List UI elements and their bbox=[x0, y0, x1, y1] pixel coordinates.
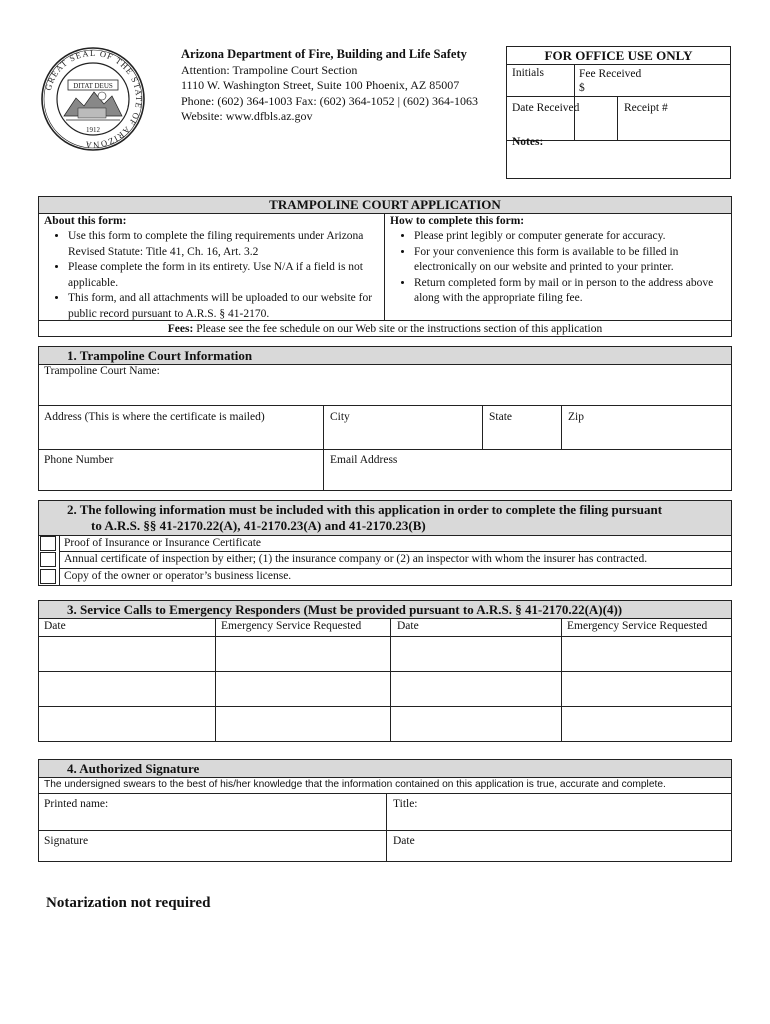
fee-received-label: Fee Received bbox=[579, 68, 642, 80]
initials-field[interactable]: Initials bbox=[512, 67, 544, 79]
column-service-1: Emergency Service Requested bbox=[221, 620, 362, 632]
section-1-title: 1. Trampoline Court Information bbox=[39, 347, 731, 364]
about-list bbox=[44, 229, 382, 322]
service-call-row[interactable] bbox=[39, 707, 731, 741]
how-item: • Return completed form by mail or in person to the address above along with the appropriate filing fee. bbox=[414, 276, 728, 307]
column-date-2: Date bbox=[397, 620, 419, 632]
section-3-title: 3. Service Calls to Emergency Responders (Must be provided pursuant to A.R.S. § 41-2170.22(A)(4)) bbox=[39, 601, 731, 618]
how-list bbox=[390, 229, 728, 307]
attention-line: Attention: Trampoline Court Section bbox=[181, 62, 358, 77]
state-seal bbox=[40, 46, 146, 152]
about-item: • This form, and all attachments will be uploaded to our website for public record pursuant to A.R.S. § 41-2170. bbox=[68, 291, 382, 322]
section-2-title bbox=[39, 501, 731, 535]
section-2-required-documents bbox=[38, 500, 732, 586]
address-field[interactable]: Address (This is where the certificate is mailed) bbox=[44, 411, 265, 423]
agency-website: Website: www.dfbls.az.gov bbox=[181, 109, 313, 123]
section-2-title-line-1: 2. The following information must be included with this application in order to complete the filing pursuant bbox=[67, 502, 663, 517]
office-use-title: FOR OFFICE USE ONLY bbox=[544, 48, 693, 63]
how-to-complete bbox=[390, 214, 728, 307]
seal-motto: DITAT DEUS bbox=[73, 82, 113, 90]
fees-text: Please see the fee schedule on our Web site or the instructions section of this application bbox=[193, 323, 603, 335]
about-this-form bbox=[44, 214, 382, 322]
seal-year: 1912 bbox=[86, 126, 100, 134]
agency-phone: Phone: (602) 364-1003 Fax: (602) 364-1052 | (602) 364-1063 bbox=[181, 93, 479, 108]
fee-dollar: $ bbox=[579, 82, 585, 94]
agency-address: 1110 W. Washington Street, Suite 100 Phoenix, AZ 85007 bbox=[181, 78, 460, 92]
court-name-field[interactable]: Trampoline Court Name: bbox=[44, 365, 160, 377]
state-field[interactable]: State bbox=[489, 411, 512, 423]
title-field[interactable]: Title: bbox=[393, 798, 418, 810]
signature-field[interactable]: Signature bbox=[44, 835, 89, 847]
section-3-service-calls bbox=[38, 600, 732, 742]
fees-note bbox=[39, 321, 731, 337]
sworn-statement: The undersigned swears to the best of his/her knowledge that the information contained on this application is true, accurate and complete. bbox=[44, 779, 666, 790]
required-item-inspection: Annual certificate of inspection by either; (1) the insurance company or (2) an inspector with whom the insurer has contracted. bbox=[64, 553, 648, 565]
notes-field[interactable]: Notes: bbox=[512, 136, 544, 148]
section-4-signature bbox=[38, 759, 732, 862]
phone-field[interactable]: Phone Number bbox=[44, 454, 114, 466]
required-item-insurance: Proof of Insurance or Insurance Certificate bbox=[64, 537, 262, 549]
application-intro bbox=[38, 196, 732, 337]
notarization-note: Notarization not required bbox=[46, 895, 211, 911]
email-field[interactable]: Email Address bbox=[330, 454, 398, 466]
about-item: • Please complete the form in its entirety. Use N/A if a field is not applicable. bbox=[68, 260, 382, 291]
column-service-2: Emergency Service Requested bbox=[567, 620, 708, 632]
printed-name-field[interactable]: Printed name: bbox=[44, 798, 109, 810]
section-2-title-line-2: to A.R.S. §§ 41-2170.22(A), 41-2170.23(A) and 41-2170.23(B) bbox=[91, 518, 426, 533]
required-item-license: Copy of the owner or operator’s business license. bbox=[64, 570, 292, 582]
section-4-title: 4. Authorized Signature bbox=[39, 760, 731, 777]
about-title: About this form: bbox=[44, 215, 127, 227]
receipt-field[interactable]: Receipt # bbox=[624, 102, 668, 114]
checkbox-business-license[interactable] bbox=[40, 569, 56, 584]
service-call-row[interactable] bbox=[39, 637, 731, 671]
section-1-court-info bbox=[38, 346, 732, 491]
date-received-field[interactable]: Date Received bbox=[512, 102, 580, 114]
zip-field[interactable]: Zip bbox=[568, 411, 584, 423]
how-item: • For your convenience this form is available to be filled in electronically on our website and printed to your printer. bbox=[414, 245, 728, 276]
agency-name: Arizona Department of Fire, Building and Life Safety bbox=[181, 47, 467, 61]
city-field[interactable]: City bbox=[330, 411, 350, 423]
application-title: TRAMPOLINE COURT APPLICATION bbox=[39, 197, 731, 213]
how-item: • Please print legibly or computer generate for accuracy. bbox=[414, 229, 728, 245]
agency-header bbox=[181, 47, 501, 125]
seal-icon bbox=[40, 46, 146, 152]
service-call-row[interactable] bbox=[39, 672, 731, 706]
checkbox-annual-inspection[interactable] bbox=[40, 552, 56, 567]
office-use-box bbox=[506, 46, 731, 179]
about-item: • Use this form to complete the filing requirements under Arizona Revised Statute: Title 41, Ch. 16, Art. 3.2 bbox=[68, 229, 382, 260]
date-field[interactable]: Date bbox=[393, 835, 415, 847]
how-title: How to complete this form: bbox=[390, 215, 525, 227]
column-date-1: Date bbox=[44, 620, 66, 632]
seal-ring-text: GREAT SEAL OF THE STATE OF ARIZONA bbox=[42, 47, 145, 151]
checkbox-proof-of-insurance[interactable] bbox=[40, 536, 56, 551]
fees-label: Fees: bbox=[167, 323, 194, 335]
